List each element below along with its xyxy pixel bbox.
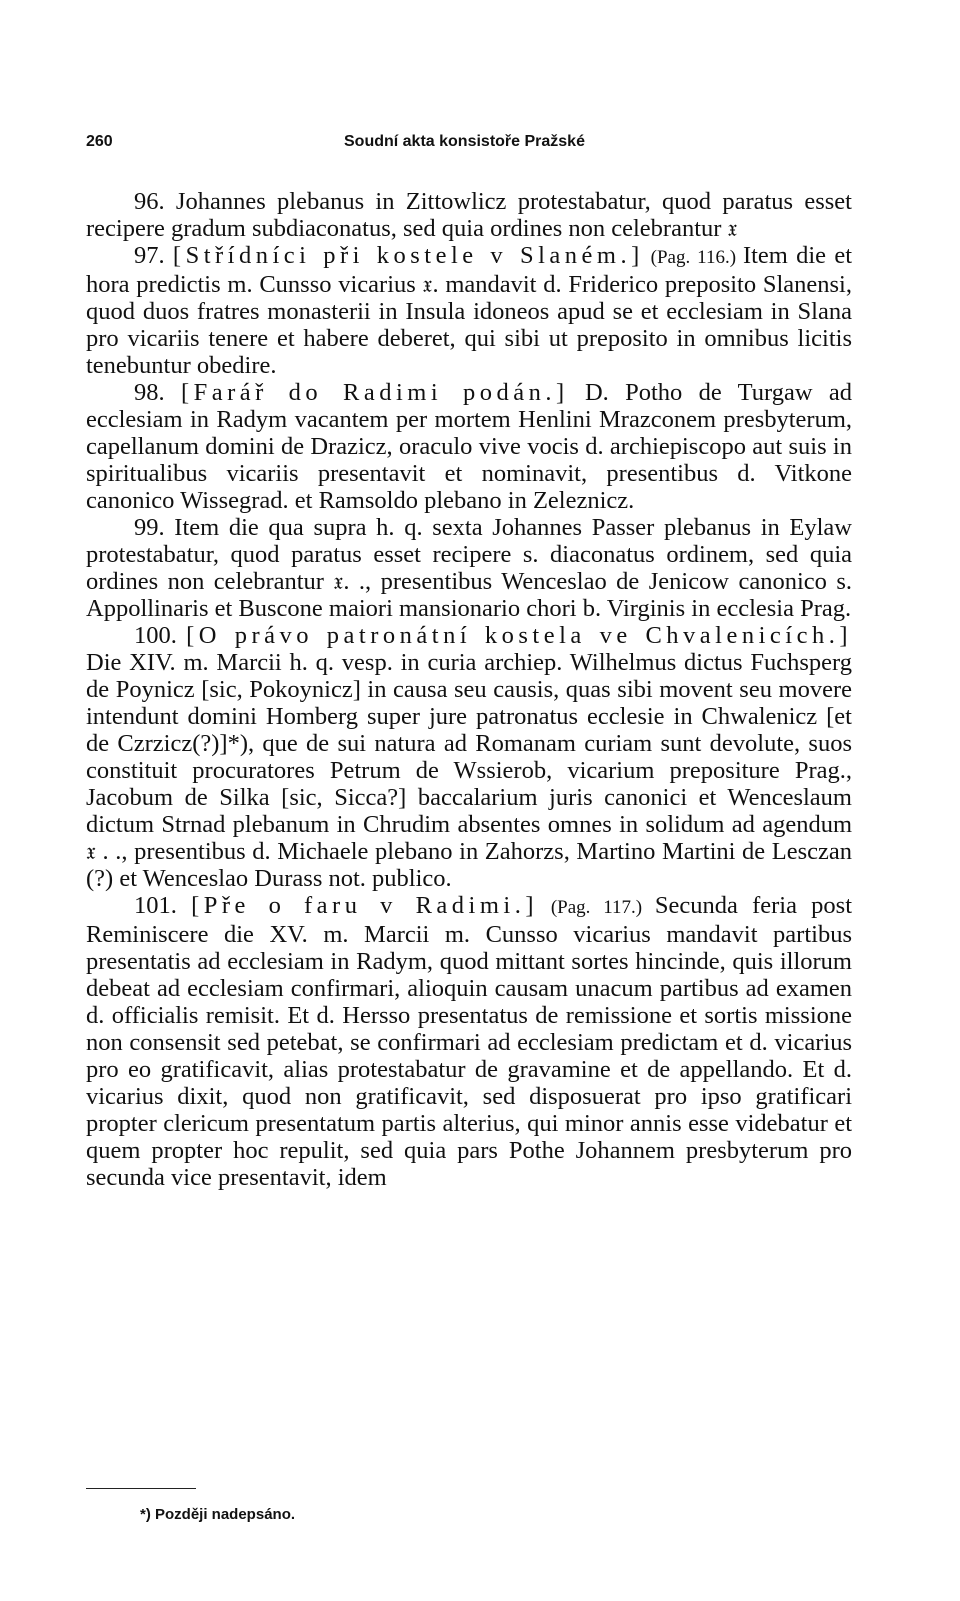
entry-heading: [O právo patronátní kostela ve Chvalenicích.] bbox=[186, 622, 852, 649]
page-reference: (Pag. 117.) bbox=[538, 897, 655, 918]
entry-number: 98. bbox=[134, 379, 181, 406]
body-text bbox=[86, 188, 852, 1191]
entry-98 bbox=[86, 379, 852, 514]
page-reference: (Pag. 116.) bbox=[643, 247, 743, 268]
entry-text: D. Potho de Turgaw ad ecclesiam in Radym vacantem per mortem Henlini Mrazconem presbyterum, capellanum domini de Drazicz, oraculo vive vocis d. archiepiscopo aut suis in spiritualibus vicariis presentavit et nominavit, presentibus d. Vitkone canonico Wissegrad. et Ramsoldo plebano in Zeleznicz. bbox=[86, 379, 852, 514]
entry-text: Secunda feria post Reminiscere die XV. m. Marcii m. Cunsso vicarius mandavit partibus presentatis ad ecclesiam in Radym, quod mittant sortes hincinde, quis illorum debeat ad ecclesiam confirmari, alioquin causam unacum partibus ad examen d. officialis remisit. Et d. Hersso presentatus de remissione et sortis missione non consensit sed petebat, se confirmari ad ecclesiam predictam et d. vicarius pro eo gratificavit, alias protestabatur de gravamine et de appellando. Et d. vicarius dixit, quod non gratificavit, sed disposuerat pro ipso gratificari propter clericum presentatum partis alterius, qui minor annis esse videbatur et quem propter hoc repulit, sed quia pars Pothe Johannem presbyterum pro secunda vice presentavit, idem bbox=[86, 892, 853, 1191]
entry-text: Item die et hora predictis m. Cunsso vicarius 𝔵. mandavit d. Friderico preposito Slanensi, quod duos fratres monasterii in Insula idoneos apud se et ecclesiam in Slana pro vicariis tenere et habere deberet, qui sibi ut preposito in omnibus licitis tenebuntur obedire. bbox=[86, 242, 853, 379]
entry-heading: [Farář do Radimi podán.] bbox=[180, 379, 569, 406]
page-number: 260 bbox=[86, 133, 113, 150]
footnote: *) Později nadepsáno. bbox=[140, 1506, 296, 1523]
entry-text: 99. Item die qua supra h. q. sexta Johannes Passer plebanus in Eylaw protestabatur, quod paratus esset recipere s. diaconatus ordinem, sed quia ordines non celebrantur 𝔵. ., presentibus Wenceslao de Jenicow canonico s. Appollinaris et Buscone maiori mansionario chori b. Virginis in ecclesia Prag. bbox=[86, 514, 852, 622]
entry-number: 101. bbox=[134, 892, 192, 919]
entry-heading: [Střídníci při kostele v Slaném.] bbox=[172, 242, 644, 269]
entry-text: 96. Johannes plebanus in Zittowlicz protestabatur, quod paratus esset recipere gradum subdiaconatus, sed quia ordines non celebrantur 𝔵 bbox=[86, 188, 852, 242]
entry-99 bbox=[86, 514, 852, 622]
entry-96 bbox=[86, 188, 852, 242]
running-title: Soudní akta konsistoře Pražské bbox=[344, 133, 585, 150]
entry-101 bbox=[86, 892, 852, 1191]
entry-text: Die XIV. m. Marcii h. q. vesp. in curia archiep. Wilhelmus dictus Fuchsperg de Poynicz [sic, Pokoynicz] in causa seu causis, quas sibi movent seu movere intendunt domini Homberg super jure patronatus ecclesie in Chwalenicz [et de Czrzicz(?)]*), que de sui natura ad Romanam curiam sunt devolute, suos constituit procuratores Petrum de Wssierob, vicarium prepositure Prag., Jacobum de Silka [sic, Sicca?] baccalarium juris canonici et Wenceslaum dictum Strnad plebanum in Chrudim absentes omnes in solidum ad agendum 𝔵 . ., presentibus d. Michaele plebano in Zahorzs, Martino Martini de Lesczan (?) et Wenceslao Durass not. publico. bbox=[86, 649, 852, 892]
entry-number: 97. bbox=[134, 242, 173, 269]
entry-heading: [Pře o faru v Radimi.] bbox=[191, 892, 539, 919]
entry-number: 100. bbox=[134, 622, 187, 649]
entry-100 bbox=[86, 622, 852, 892]
footnote-divider bbox=[86, 1488, 196, 1489]
entry-97 bbox=[86, 242, 852, 379]
